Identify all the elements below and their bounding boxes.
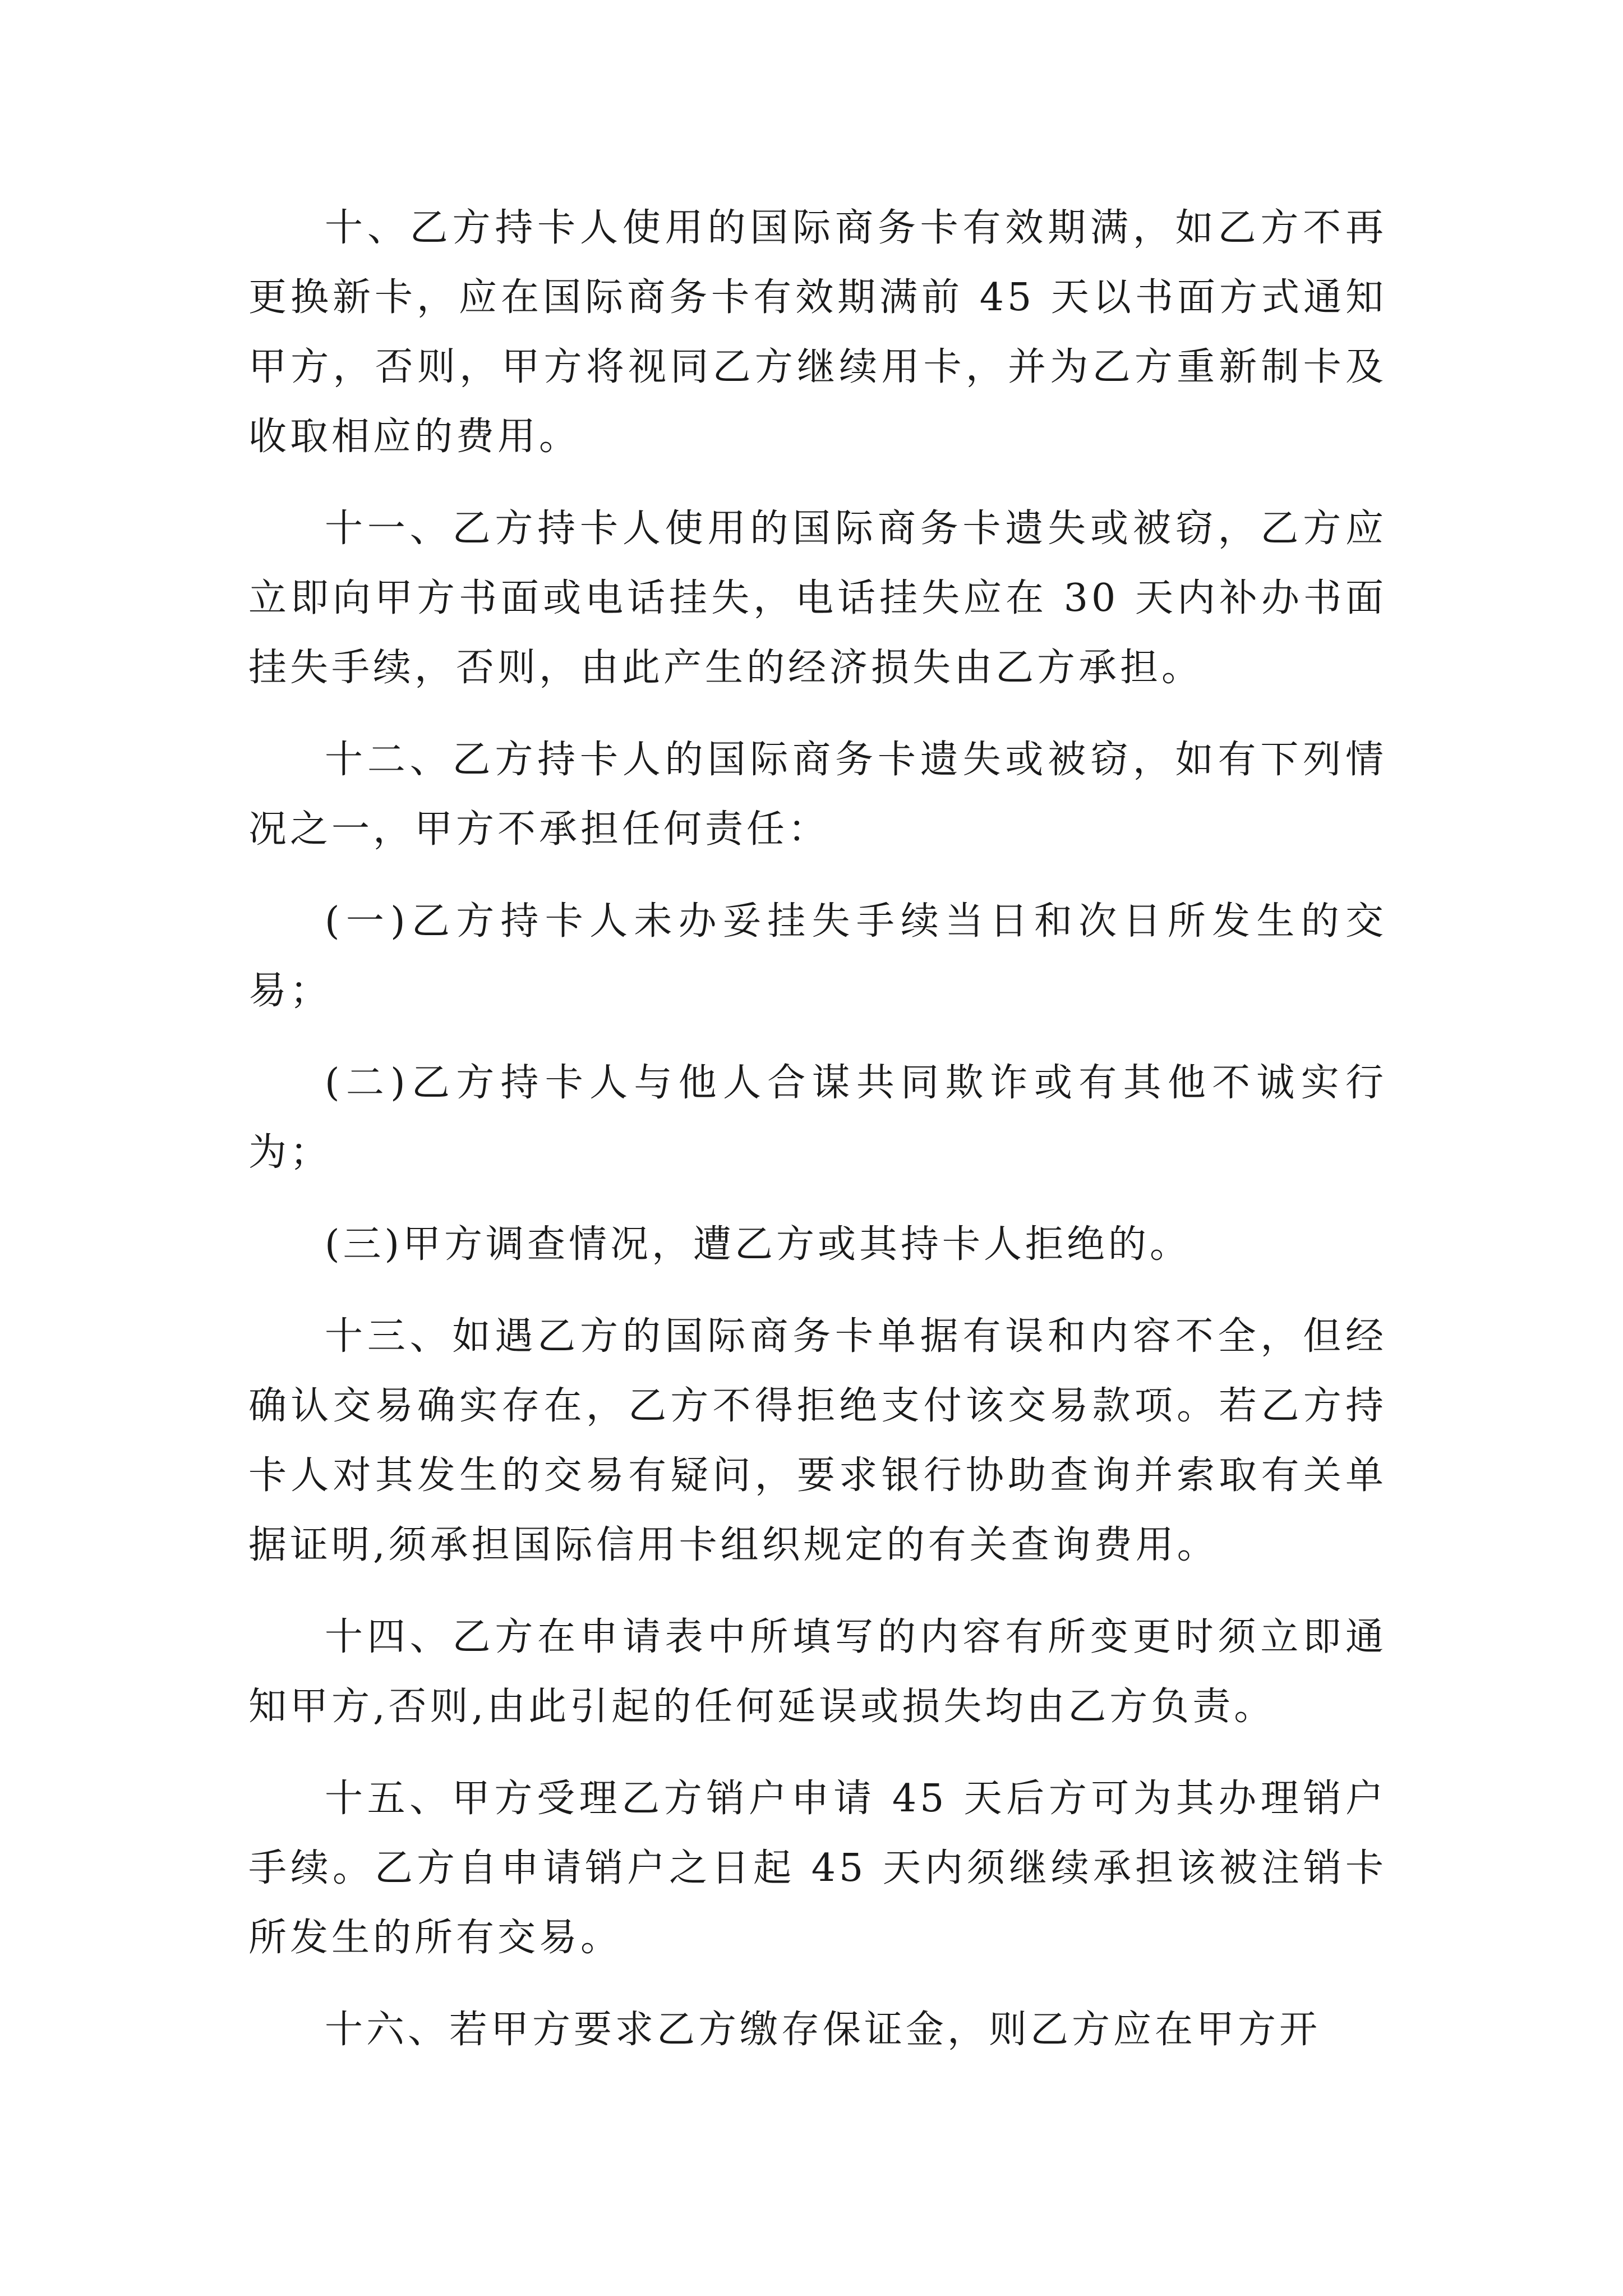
clause-12-item-1: (一)乙方持卡人未办妥挂失手续当日和次日所发生的交易； (248, 899, 1387, 1013)
clause-14: 十四、乙方在申请表中所填写的内容有所变更时须立即通知甲方,否则,由此引起的任何延误或损失均由乙方负责。 (248, 1615, 1387, 1729)
clause-13: 十三、如遇乙方的国际商务卡单据有误和内容不全，但经确认交易确实存在，乙方不得拒绝支付该交易款项。若乙方持卡人对其发生的交易有疑问，要求银行协助查询并索取有关单据证明,须承担国际信用卡组织规定的有关查询费用。 (248, 1314, 1387, 1567)
clause-12-item-2: (二)乙方持卡人与他人合谋共同欺诈或有其他不诚实行为； (248, 1061, 1387, 1175)
clause-16: 十六、若甲方要求乙方缴存保证金，则乙方应在甲方开 (325, 2008, 1321, 2052)
clause-12-item-3: (三)甲方调查情况，遭乙方或其持卡人拒绝的。 (325, 1222, 1192, 1267)
clause-11: 十一、乙方持卡人使用的国际商务卡遗失或被窃，乙方应立即向甲方书面或电话挂失，电话挂失应在 30 天内补办书面挂失手续，否则，由此产生的经济损失由乙方承担。 (248, 507, 1387, 690)
document-body (248, 194, 1387, 2087)
clause-15: 十五、甲方受理乙方销户申请 45 天后方可为其办理销户手续。乙方自申请销户之日起 45 天内须继续承担该被注销卡所发生的所有交易。 (248, 1777, 1387, 1960)
clause-10: 十、乙方持卡人使用的国际商务卡有效期满，如乙方不再更换新卡，应在国际商务卡有效期满前 45 天以书面方式通知甲方，否则，甲方将视同乙方继续用卡，并为乙方重新制卡及收取相应的费用。 (248, 206, 1387, 459)
clause-12: 十二、乙方持卡人的国际商务卡遗失或被窃，如有下列情况之一，甲方不承担任何责任： (248, 738, 1387, 852)
